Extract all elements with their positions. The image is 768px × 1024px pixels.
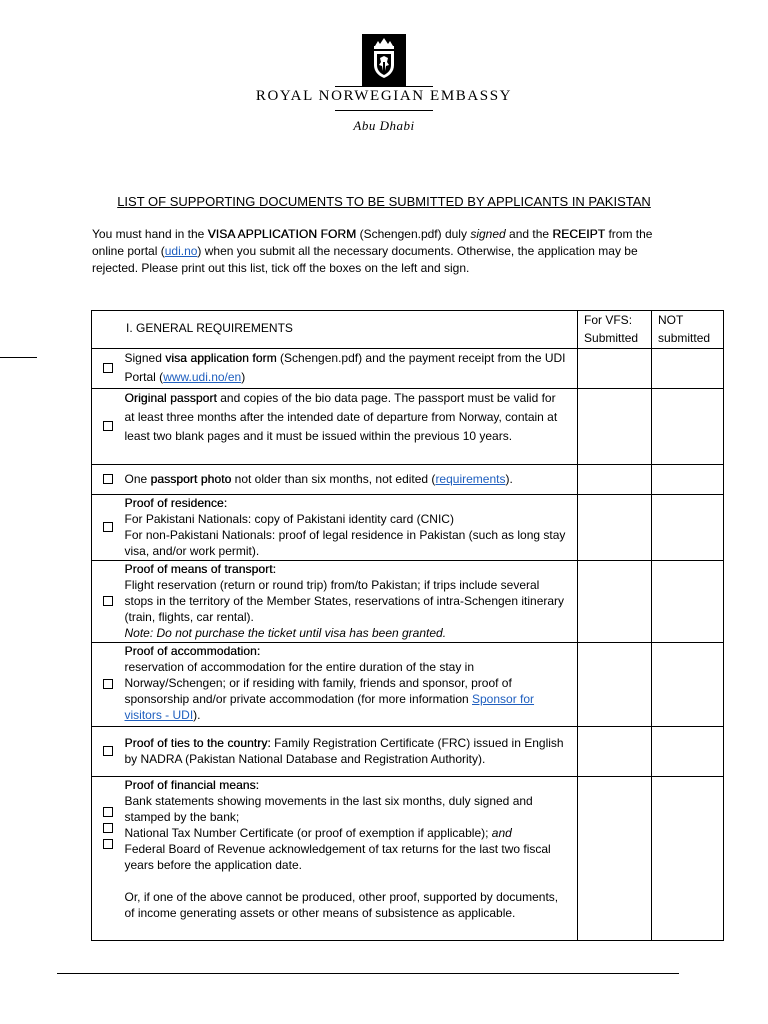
requirement-text: ). <box>193 708 201 722</box>
requirement-text: Flight reservation (return or round trip) from/to Pakistan; if trips include several stops in the territory of the Member States, reservations of intra-Schengen itinerary (train, flights, car rental). <box>124 578 565 624</box>
checkbox-cell <box>92 465 124 495</box>
checkbox[interactable] <box>103 474 113 484</box>
submitted-cell[interactable] <box>578 777 652 941</box>
requirement-heading: passport photo <box>150 472 232 486</box>
column-header-not-submitted <box>652 311 724 349</box>
crest-underline <box>335 86 433 87</box>
requirement-text: For non-Pakistani Nationals: proof of legal residence in Pakistan (such as long stay visa, and/or work permit). <box>124 528 566 558</box>
not-submitted-cell[interactable] <box>652 495 724 561</box>
not-submitted-cell[interactable] <box>652 465 724 495</box>
norwegian-coat-of-arms-icon <box>362 34 406 86</box>
checkbox[interactable] <box>103 421 113 431</box>
column-header-line: NOT <box>658 313 684 327</box>
not-submitted-cell[interactable] <box>652 777 724 941</box>
intro-receipt: RECEIPT <box>552 227 606 241</box>
intro-signed: signed <box>470 227 506 241</box>
not-submitted-cell[interactable] <box>652 727 724 777</box>
requirement-cell <box>124 777 578 941</box>
column-header-line: For VFS: <box>584 313 633 327</box>
submitted-cell[interactable] <box>578 727 652 777</box>
requirement-text-block <box>125 659 568 723</box>
table-row <box>92 561 724 643</box>
requirement-heading: Proof of residence: <box>124 496 228 510</box>
requirement-text: Or, if one of the above cannot be produced, other proof, supported by documents, of income generating assets or other means of subsistence as applicable. <box>124 890 559 920</box>
requirement-cell <box>124 349 578 389</box>
requirement-text: For Pakistani Nationals: copy of Pakistani identity card (CNIC) <box>124 512 454 526</box>
requirement-text: Federal Board of Revenue acknowledgement of tax returns for the last two fiscal years before the application date. <box>124 842 551 872</box>
submitted-cell[interactable] <box>578 495 652 561</box>
checkbox[interactable] <box>103 596 113 606</box>
submitted-cell[interactable] <box>578 349 652 389</box>
requirement-text: Family Registration Certificate (FRC) issued in English by NADRA (Pakistan National Database and Registration Authority). <box>124 736 564 766</box>
checkbox-cell <box>92 777 124 941</box>
requirement-text: not older than six months, not edited ( <box>231 472 436 486</box>
column-header-submitted <box>578 311 652 349</box>
requirement-text-block <box>125 825 568 841</box>
requirement-text: National Tax Number Certificate (or proof of exemption if applicable); <box>124 826 492 840</box>
requirement-cell <box>124 465 578 495</box>
requirement-note: Note: Do not purchase the ticket until visa has been granted. <box>124 626 447 640</box>
table-row <box>92 389 724 465</box>
checkbox[interactable] <box>103 746 113 756</box>
table-header-row <box>92 311 724 349</box>
column-header-line: submitted <box>658 331 711 345</box>
requirement-text: (Schengen.pdf) and the payment receipt from the UDI Portal ( <box>124 351 566 384</box>
not-submitted-cell[interactable] <box>652 389 724 465</box>
checkbox[interactable] <box>103 522 113 532</box>
requirement-cell <box>124 495 578 561</box>
checkbox-cell <box>92 389 124 465</box>
checkbox[interactable] <box>103 839 113 849</box>
checkbox[interactable] <box>103 679 113 689</box>
margin-mark <box>0 357 37 358</box>
checkbox-cell <box>92 727 124 777</box>
requirement-text: Bank statements showing movements in the last six months, duly signed and stamped by the bank; <box>124 794 533 824</box>
submitted-cell[interactable] <box>578 465 652 495</box>
section-title: I. GENERAL REQUIREMENTS <box>92 311 578 349</box>
requirement-text: Signed <box>124 351 166 365</box>
requirement-cell <box>124 643 578 727</box>
checkbox[interactable] <box>103 363 113 373</box>
embassy-name: ROYAL NORWEGIAN EMBASSY <box>255 88 513 104</box>
embassy-rule <box>335 110 433 111</box>
intro-text: (Schengen.pdf) duly <box>356 227 471 241</box>
checkbox[interactable] <box>103 823 113 833</box>
column-header-line: Submitted <box>584 331 639 345</box>
intro-paragraph <box>92 226 682 277</box>
intro-text: ) when you submit all the necessary documents. Otherwise, the application may be rejected. Please print out this list, tick off the boxes on the left and sign. <box>92 244 638 275</box>
not-submitted-cell[interactable] <box>652 349 724 389</box>
requirement-text: reservation of accommodation for the entire duration of the stay in Norway/Schengen; or if residing with family, friends and sponsor, proof of sponsorship and/or private accommodation (for more information <box>124 660 512 706</box>
requirement-heading: Proof of means of transport: <box>124 562 277 576</box>
table-row <box>92 465 724 495</box>
requirement-heading: visa application form <box>165 351 277 365</box>
requirement-text: ) <box>241 370 246 384</box>
requirement-text: and copies of the bio data page. The passport must be valid for at least three months after the intended date of departure from Norway, contain at least two blank pages and it must be issued within the previous 10 years. <box>124 391 558 443</box>
embassy-city: Abu Dhabi <box>353 118 415 133</box>
checkbox-cell <box>92 349 124 389</box>
submitted-cell[interactable] <box>578 389 652 465</box>
intro-text: You must hand in the <box>92 227 208 241</box>
sponsor-link[interactable]: Sponsor for visitors - UDI <box>124 692 535 722</box>
requirements-table <box>91 310 724 941</box>
submitted-cell[interactable] <box>578 561 652 643</box>
intro-text: from the online portal ( <box>92 227 653 258</box>
table-row <box>92 349 724 389</box>
checkbox-cell <box>92 643 124 727</box>
udi-portal-link[interactable]: www.udi.no/en <box>163 370 242 384</box>
table-row <box>92 727 724 777</box>
intro-text: and the <box>505 227 553 241</box>
checkbox[interactable] <box>103 807 113 817</box>
requirement-text: ). <box>505 472 513 486</box>
requirement-cell <box>124 561 578 643</box>
spacer <box>125 873 568 889</box>
intro-visa-form: VISA APPLICATION FORM <box>207 227 357 241</box>
checkbox-cell <box>92 561 124 643</box>
requirement-heading: Proof of accommodation: <box>124 644 261 658</box>
requirement-text: One <box>124 472 151 486</box>
udi-link[interactable]: udi.no <box>164 244 198 258</box>
document-title: LIST OF SUPPORTING DOCUMENTS TO BE SUBMITTED BY APPLICANTS IN PAKISTAN <box>117 194 651 209</box>
not-submitted-cell[interactable] <box>652 561 724 643</box>
requirement-heading: Proof of financial means: <box>124 778 260 792</box>
requirement-heading: Proof of ties to the country: <box>124 736 271 750</box>
table-row <box>92 495 724 561</box>
not-submitted-cell[interactable] <box>652 643 724 727</box>
photo-requirements-link[interactable]: requirements <box>435 472 506 486</box>
submitted-cell[interactable] <box>578 643 652 727</box>
requirement-cell <box>124 727 578 777</box>
requirement-text-italic: and <box>491 826 512 840</box>
table-row <box>92 777 724 941</box>
footer-rule <box>57 973 679 974</box>
checkbox-cell <box>92 495 124 561</box>
requirement-cell <box>124 389 578 465</box>
table-row <box>92 643 724 727</box>
requirement-heading: Original passport <box>124 391 217 405</box>
